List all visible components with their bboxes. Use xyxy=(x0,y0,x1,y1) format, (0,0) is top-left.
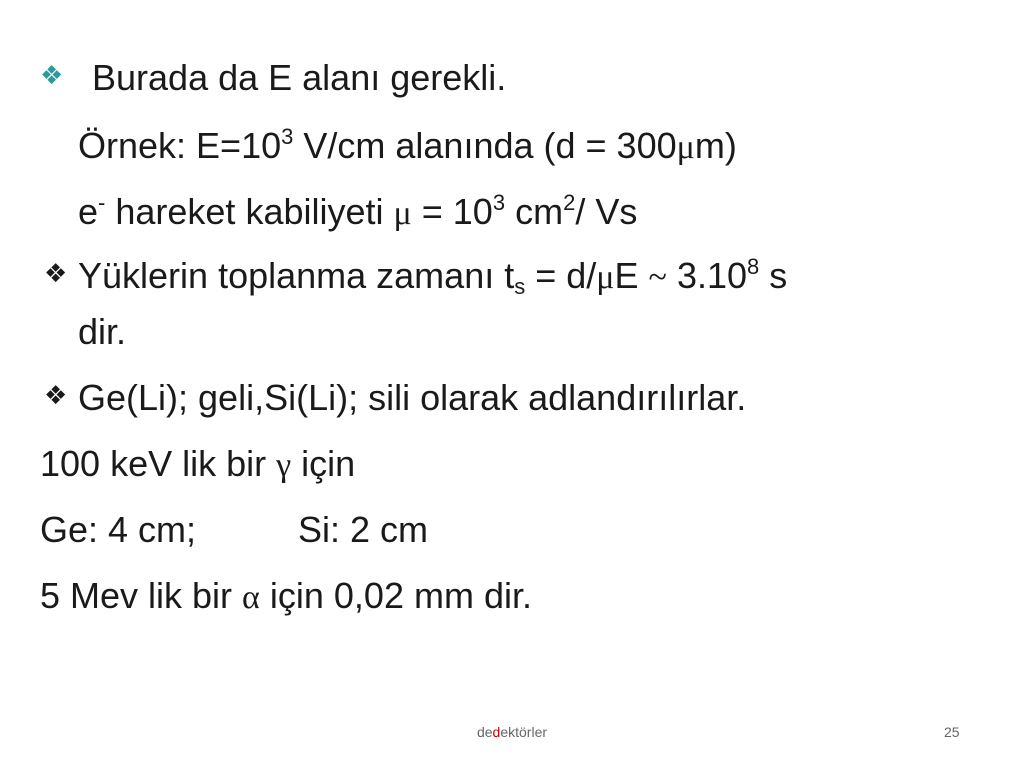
line-3-exponent: 3 xyxy=(492,190,506,215)
footer-title xyxy=(0,724,1024,740)
line-3 xyxy=(78,192,637,234)
line-9 xyxy=(40,576,532,618)
line-5-text: dir. xyxy=(78,311,127,352)
line-3-text-c: = 10 xyxy=(411,191,493,232)
line-2-text-b: V/cm alanında (d = 300 xyxy=(293,125,677,166)
line-2 xyxy=(78,126,737,168)
line-4 xyxy=(78,256,787,298)
line-3-charge: - xyxy=(98,190,106,215)
alpha-symbol: α xyxy=(242,579,260,616)
line-7-text-a: 100 keV lik bir xyxy=(40,443,277,484)
bullet-diamond-icon: ❖ xyxy=(40,61,64,91)
footer-title-red: d xyxy=(492,724,501,740)
line-5 xyxy=(78,312,126,352)
line-1-text: Burada da E alanı gerekli. xyxy=(92,57,507,98)
line-8 xyxy=(40,510,196,550)
line-3-exponent-2: 2 xyxy=(563,190,576,215)
line-9-text-b: için 0,02 mm dir. xyxy=(259,575,532,616)
line-6 xyxy=(78,378,746,418)
line-7-text-b: için xyxy=(291,443,356,484)
line-7 xyxy=(40,444,355,486)
line-6-text: Ge(Li); geli,Si(Li); sili olarak adlandırılırlar. xyxy=(78,377,747,418)
line-3-text-d: cm xyxy=(505,191,564,232)
page-number: 25 xyxy=(944,724,960,740)
line-3-text-e: / Vs xyxy=(575,191,638,232)
line-4-subscript: s xyxy=(514,274,526,299)
line-9-text-a: 5 Mev lik bir xyxy=(40,575,243,616)
mu-symbol: μ xyxy=(676,129,695,166)
line-1 xyxy=(92,58,506,98)
line-2-text-c: m) xyxy=(694,125,737,166)
mu-symbol: μ xyxy=(393,195,412,232)
line-3-text-b: hareket kabiliyeti xyxy=(105,191,394,232)
line-4-text-e: s xyxy=(759,255,788,296)
line-4-text-c: E xyxy=(614,255,649,296)
gamma-symbol: γ xyxy=(276,447,292,484)
line-4-exponent: 8 xyxy=(747,254,760,279)
footer-title-post: ektörler xyxy=(500,724,548,740)
line-2-exponent: 3 xyxy=(281,124,294,149)
bullet-diamond-icon: ❖ xyxy=(44,259,68,289)
bullet-diamond-icon: ❖ xyxy=(44,381,68,411)
line-8-col-2 xyxy=(298,510,428,550)
footer-title-pre: de xyxy=(476,724,493,740)
line-8-text-b: Si: 2 cm xyxy=(298,509,429,550)
line-4-text-b: = d/ xyxy=(525,255,597,296)
line-4-text-a: Yüklerin toplanma zamanı t xyxy=(78,255,515,296)
line-2-text-a: Örnek: E=10 xyxy=(78,125,282,166)
tilde-symbol: ~ xyxy=(648,259,667,296)
line-3-text-a: e xyxy=(78,191,99,232)
mu-symbol: μ xyxy=(596,259,615,296)
line-4-text-d: 3.10 xyxy=(666,255,748,296)
line-8-text-a: Ge: 4 cm; xyxy=(40,509,197,550)
